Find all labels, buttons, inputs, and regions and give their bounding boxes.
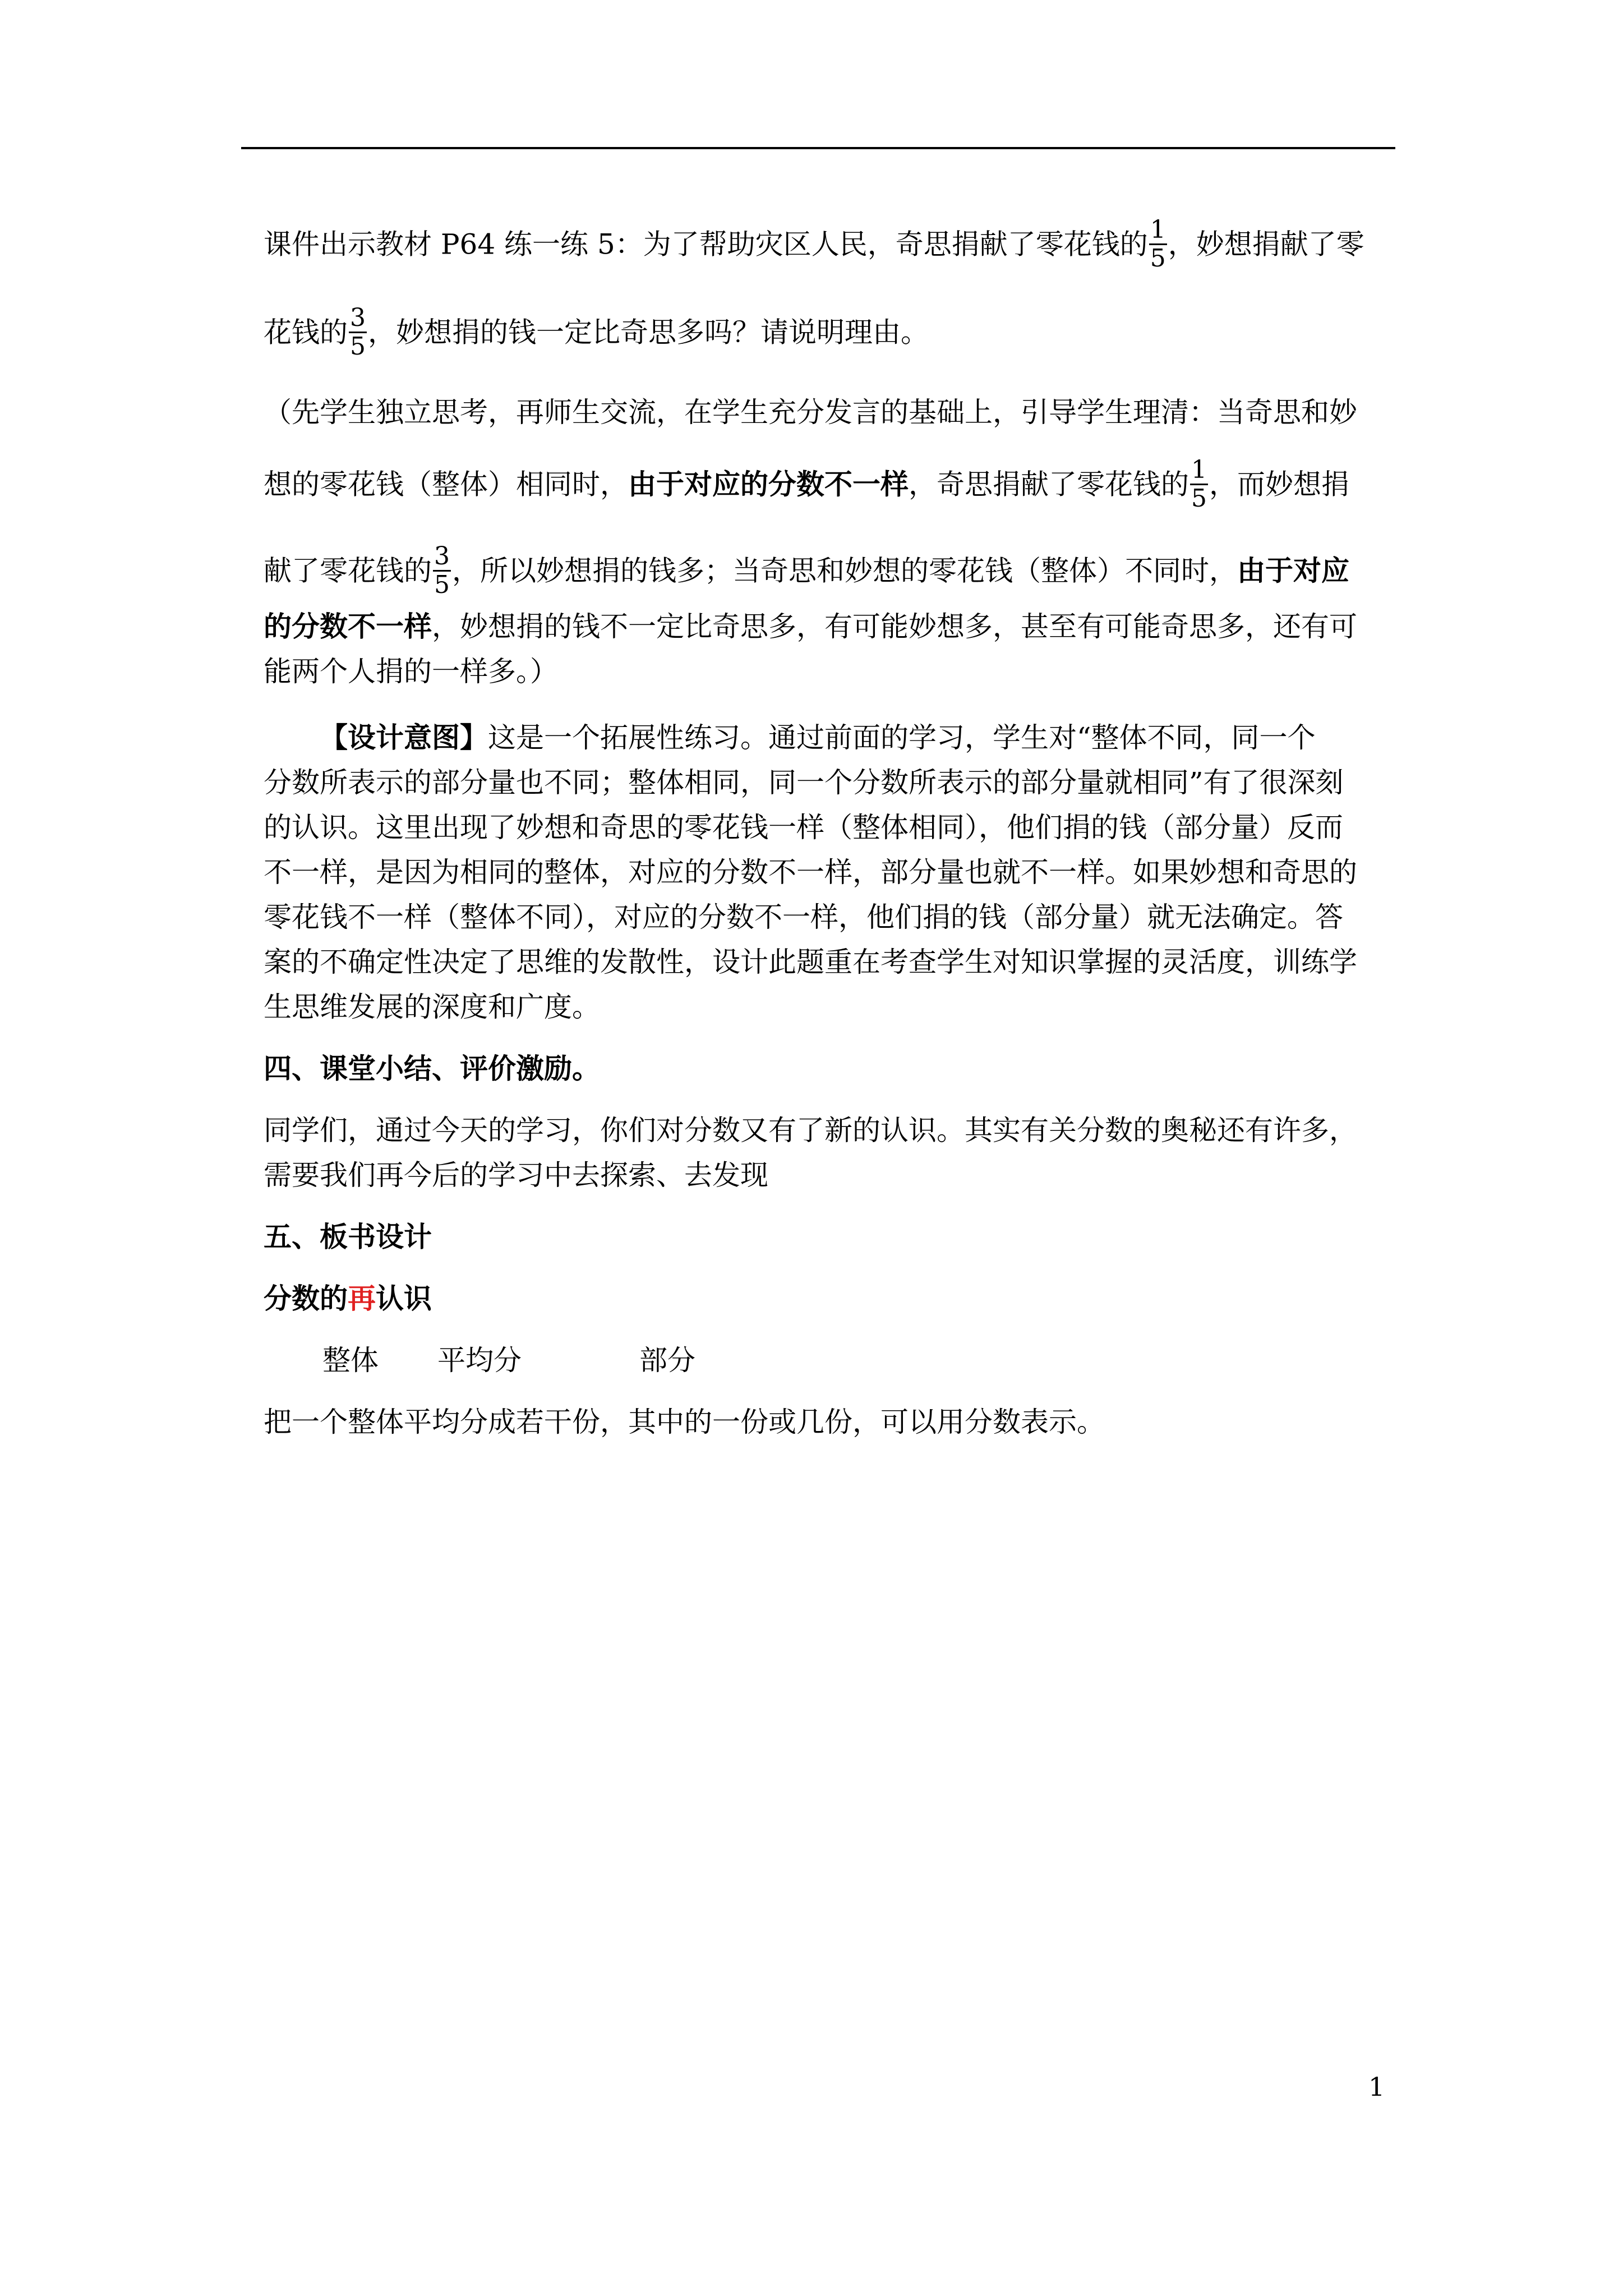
section-4-heading: 四、课堂小结、评价激励。	[264, 1052, 600, 1085]
design-intent-line-2: 分数所表示的部分量也不同；整体相同，同一个分数所表示的部分量就相同”有了很深刻	[264, 766, 1344, 799]
design-intent-line-1: 【设计意图】这是一个拓展性练习。通过前面的学习，学生对“整体不同，同一个	[320, 721, 1316, 754]
section-4-line-2: 需要我们再今后的学习中去探索、去发现	[264, 1159, 768, 1191]
exercise-line-1: 课件出示教材 P64 练一练 5：为了帮助灾区人民，奇思捐献了零花钱的 $\frac{1}{5}$ ，妙想捐献了零	[264, 215, 1364, 273]
fraction-three-fifths: $\frac{3}{5}$	[350, 303, 366, 361]
fraction-one-fifth: $\frac{1}{5}$	[1191, 455, 1207, 513]
explanation-line-2: 想的零花钱（整体）相同时，由于对应的分数不一样，奇思捐献了零花钱的 $\frac{1}{5}$ ，而妙想捐	[264, 455, 1349, 513]
board-definition: 把一个整体平均分成若干份，其中的一份或几份，可以用分数表示。	[264, 1406, 1105, 1438]
page-number: 1	[1368, 2072, 1385, 2102]
design-intent-line-4: 不一样，是因为相同的整体，对应的分数不一样，部分量也就不一样。如果妙想和奇思的	[264, 856, 1357, 889]
explanation-line-1: （先学生独立思考，再师生交流，在学生充分发言的基础上，引导学生理清：当奇思和妙	[264, 396, 1357, 429]
design-intent-line-7: 生思维发展的深度和广度。	[264, 991, 600, 1023]
fraction-three-fifths: $\frac{3}{5}$	[434, 542, 450, 599]
design-intent-line-6: 案的不确定性决定了思维的发散性，设计此题重在考查学生对知识掌握的灵活度，训练学	[264, 946, 1357, 978]
header-rule	[241, 147, 1395, 149]
explanation-line-3: 献了零花钱的 $\frac{3}{5}$ ，所以妙想捐的钱多；当奇思和妙想的零花钱（整体）不同时，由于对应	[264, 542, 1349, 599]
fraction-one-fifth: $\frac{1}{5}$	[1150, 215, 1166, 273]
section-5-heading: 五、板书设计	[264, 1220, 432, 1253]
explanation-line-5: 能两个人捐的一样多。）	[264, 655, 558, 688]
board-title: 分数的再认识	[264, 1282, 432, 1315]
explanation-line-4: 的分数不一样，妙想捐的钱不一定比奇思多，有可能妙想多，甚至有可能奇思多，还有可	[264, 610, 1357, 643]
board-term-equal-division: 平均分	[437, 1344, 522, 1377]
board-term-part: 部分	[639, 1344, 695, 1377]
section-4-line-1: 同学们，通过今天的学习，你们对分数又有了新的认识。其实有关分数的奥秘还有许多，	[264, 1114, 1357, 1147]
design-intent-label: 【设计意图】	[320, 721, 488, 754]
board-term-whole: 整体	[322, 1344, 379, 1377]
design-intent-line-5: 零花钱不一样（整体不同），对应的分数不一样，他们捐的钱（部分量）就无法确定。答	[264, 901, 1343, 933]
design-intent-line-3: 的认识。这里出现了妙想和奇思的零花钱一样（整体相同），他们捐的钱（部分量）反而	[264, 811, 1343, 844]
exercise-line-2: 花钱的 $\frac{3}{5}$ ，妙想捐的钱一定比奇思多吗？请说明理由。	[264, 303, 929, 361]
